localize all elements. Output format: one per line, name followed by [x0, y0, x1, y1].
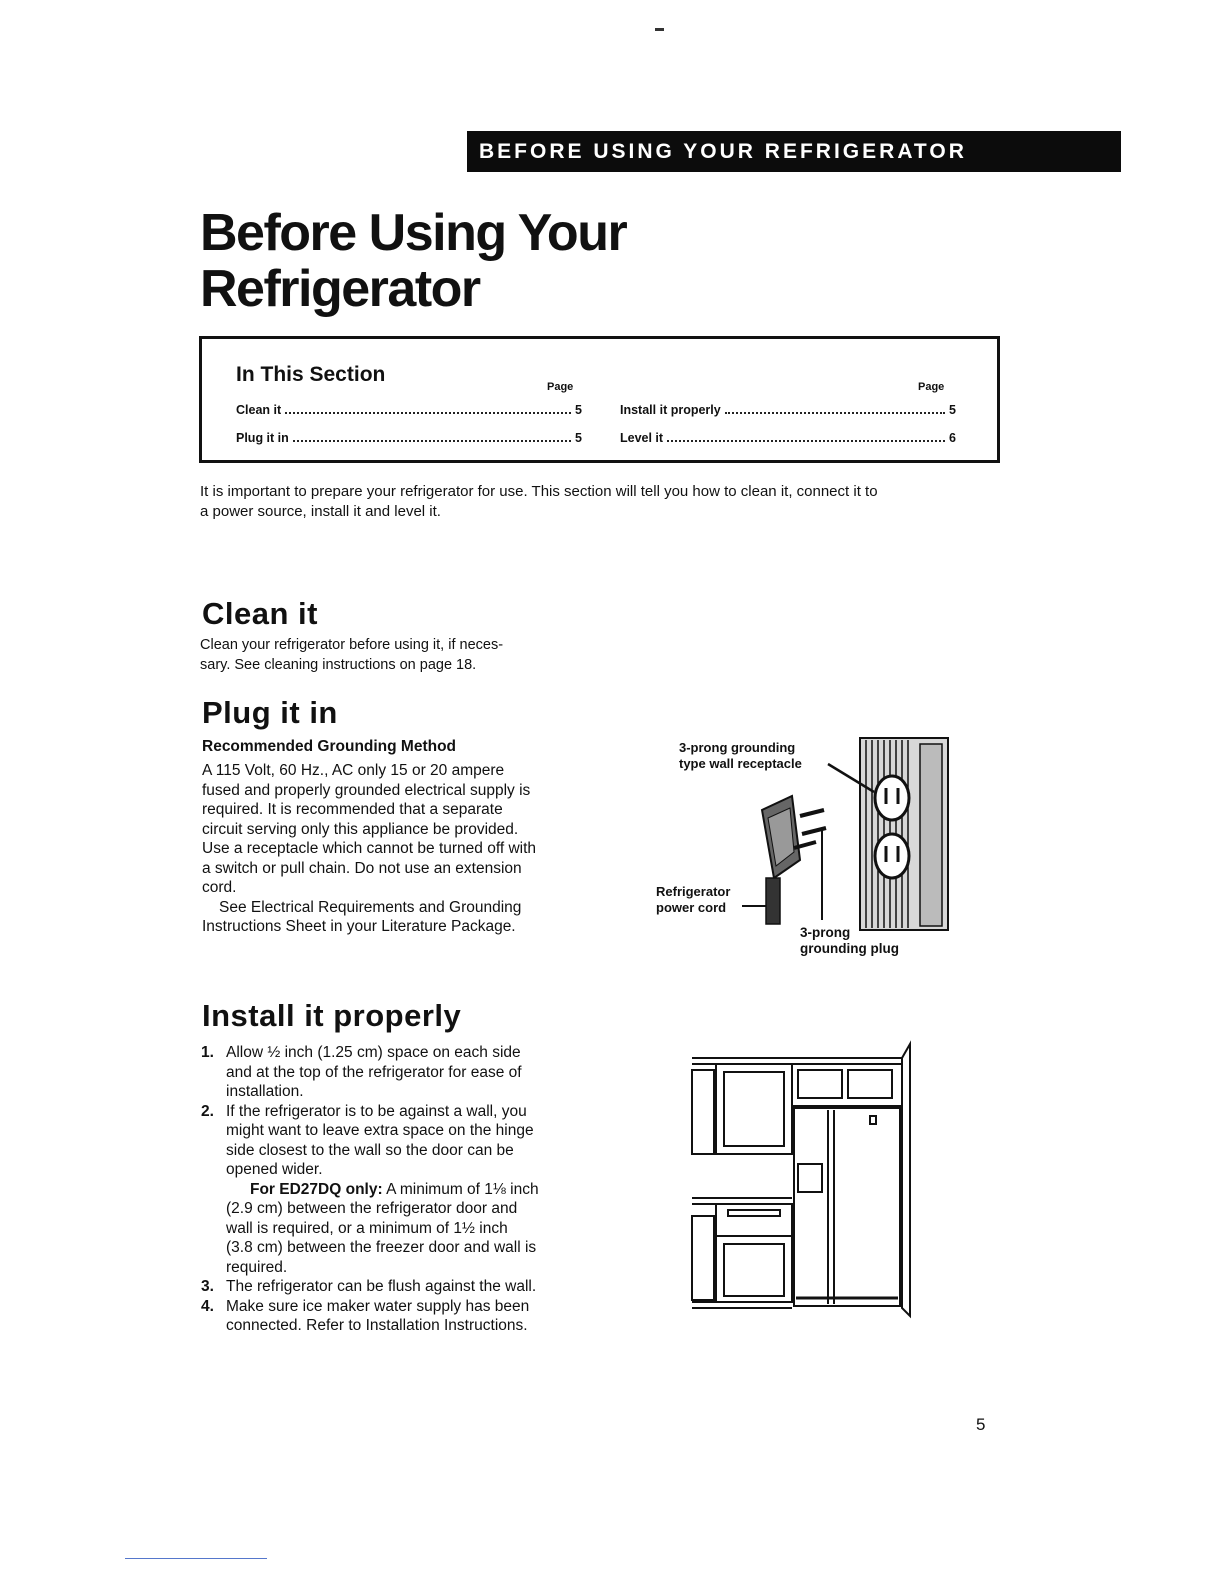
step-number: 3. [201, 1278, 214, 1295]
toc-entry-label: Install it properly [620, 403, 721, 417]
intro-line-2: a power source, install it and level it. [200, 503, 441, 520]
scan-mark [655, 28, 664, 31]
toc-entry-page: 5 [575, 431, 582, 445]
page-number: 5 [976, 1415, 986, 1434]
toc-leader-dots [725, 412, 945, 414]
lower-outlet [875, 834, 909, 878]
section-contents-box [199, 336, 1000, 463]
grounding-paragraph [202, 761, 602, 937]
install-step [201, 1102, 601, 1278]
power-cord [766, 878, 780, 924]
toc-entry-page: 5 [575, 403, 582, 417]
toc-entry-label: Clean it [236, 403, 282, 417]
step-line: (2.9 cm) between the refrigerator door and [226, 1200, 518, 1217]
grounding-line: cord. [202, 879, 237, 896]
step-number: 4. [201, 1297, 214, 1315]
step-line: might want to leave extra space on the hinge [226, 1122, 534, 1139]
toc-entry-clean[interactable] [236, 403, 582, 417]
grounding-plug-label-line-2: grounding plug [800, 941, 899, 956]
grounding-line: required. It is recommended that a separate [202, 801, 503, 818]
grounding-line: circuit serving only this appliance be provided. [202, 820, 519, 838]
grounding-line: Instructions Sheet in your Literature Package. [202, 918, 516, 935]
step-number: 1. [201, 1044, 214, 1061]
step-number: 2. [201, 1102, 214, 1120]
grounding-line: a switch or pull chain. Do not use an extension [202, 859, 522, 877]
power-cord-callout [656, 884, 730, 916]
install-step [201, 1277, 601, 1297]
step-line: opened wider. [226, 1161, 323, 1178]
model-note [226, 1180, 601, 1200]
toc-entry-level[interactable] [620, 431, 956, 445]
toc-entry-plug[interactable] [236, 431, 582, 445]
refrigerator [794, 1108, 900, 1306]
receptacle-label-line-2: type wall receptacle [679, 756, 802, 771]
step-line: and at the top of the refrigerator for ease of [226, 1063, 522, 1081]
clean-paragraph [200, 636, 600, 675]
toc-leader-dots [285, 412, 571, 414]
grounding-line: See Electrical Requirements and Grounding [219, 898, 522, 916]
side-panel [902, 1044, 910, 1316]
receptacle-label-line-1: 3-prong grounding [679, 740, 796, 755]
footer-rule [125, 1558, 267, 1559]
toc-entry-label: Level it [620, 431, 664, 445]
step-line: required. [226, 1258, 288, 1276]
step-line: Allow ½ inch (1.25 cm) space on each side [226, 1044, 521, 1061]
model-note-label: For ED27DQ only: [250, 1180, 383, 1198]
install-heading: Install it properly [202, 998, 462, 1033]
toc-entry-label: Plug it in [236, 431, 289, 445]
plug-prong [800, 810, 824, 816]
toc-entry-install[interactable] [620, 403, 956, 417]
grounding-subheading: Recommended Grounding Method [202, 738, 457, 755]
page-title [200, 205, 626, 317]
clean-line-2: sary. See cleaning instructions on page 18. [200, 656, 477, 673]
toc-page-label-right: Page [918, 381, 945, 393]
toc-entry-page: 6 [949, 431, 956, 445]
title-line-1: Before Using Your [200, 204, 627, 262]
grounding-line: A 115 Volt, 60 Hz., AC only 15 or 20 ampere [202, 762, 505, 779]
toc-heading: In This Section [236, 363, 386, 386]
model-note-text: A minimum of 1⅛ inch [382, 1180, 539, 1198]
intro-paragraph [200, 482, 1000, 522]
lower-cabinet [716, 1236, 792, 1302]
grounding-line: fused and properly grounded electrical supply is [202, 781, 531, 799]
step-line: Make sure ice maker water supply has been [226, 1297, 530, 1315]
grounding-line: Use a receptacle which cannot be turned off with [202, 840, 537, 857]
toc-page-label-left: Page [547, 381, 574, 393]
refrigerator-installation-illustration [688, 1040, 928, 1325]
section-banner: BEFORE USING YOUR REFRIGERATOR [467, 131, 1121, 172]
step-line: connected. Refer to Installation Instructions. [226, 1317, 528, 1334]
install-step [201, 1043, 601, 1102]
dispenser [798, 1164, 822, 1192]
step-line: side closest to the wall so the door can be [226, 1141, 514, 1159]
step-line: (3.8 cm) between the freezer door and wall is [226, 1239, 537, 1256]
install-step [201, 1297, 601, 1336]
title-line-2: Refrigerator [200, 260, 480, 318]
step-line: If the refrigerator is to be against a wall, you [226, 1102, 527, 1120]
receptacle-illustration [740, 730, 960, 940]
power-cord-label-line-1: Refrigerator [656, 884, 731, 899]
toc-entry-page: 5 [949, 403, 956, 417]
plug-heading: Plug it in [202, 695, 338, 730]
clean-heading: Clean it [202, 596, 318, 631]
step-line: wall is required, or a minimum of 1½ inch [226, 1219, 508, 1237]
grounding-plug-label-line-1: 3-prong [800, 925, 851, 940]
plate-edge [920, 744, 942, 926]
intro-line-1: It is important to prepare your refrigerator for use. This section will tell you how to clean it, connect it to [200, 483, 878, 500]
step-line: The refrigerator can be flush against the wall. [226, 1278, 537, 1295]
toc-leader-dots [293, 440, 571, 442]
step-line: installation. [226, 1083, 304, 1100]
upper-cabinet [716, 1064, 792, 1154]
upper-outlet [875, 776, 909, 820]
toc-leader-dots [667, 440, 945, 442]
install-steps [201, 1043, 601, 1336]
power-cord-label-line-2: power cord [656, 900, 727, 915]
clean-line-1: Clean your refrigerator before using it, if neces- [200, 637, 504, 653]
